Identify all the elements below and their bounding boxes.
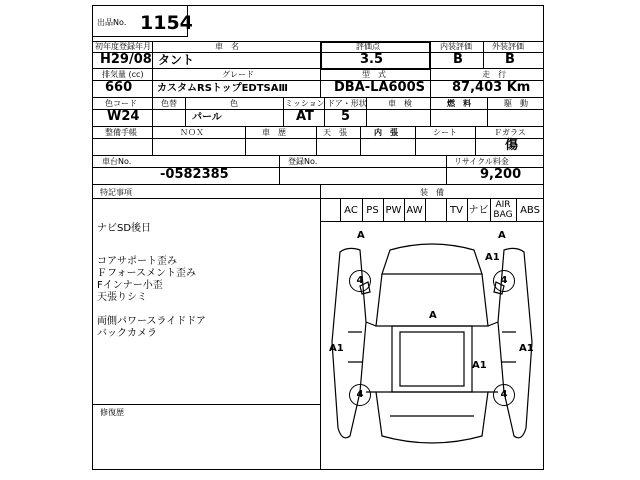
equipment-item: PS xyxy=(366,205,379,216)
table-top-line xyxy=(92,41,544,42)
manual-label: 整備手帳 xyxy=(105,128,137,137)
row3-divider xyxy=(92,109,544,110)
damage-a1-top-right: A1 xyxy=(485,252,500,263)
roof-inner xyxy=(400,332,464,386)
roof-outline xyxy=(392,326,472,392)
seat-label: シート xyxy=(433,128,457,137)
row3-sep2 xyxy=(185,97,186,126)
fuel-label: 燃 料 xyxy=(447,99,471,108)
damage-a1-left: A1 xyxy=(329,343,344,354)
color-type-label: 色替 xyxy=(161,99,177,108)
chassis: -0582385 xyxy=(160,167,229,182)
tire-front-right: 4 xyxy=(493,270,515,292)
row4-bottom xyxy=(92,155,544,156)
row2-sep1 xyxy=(152,68,153,97)
model-label: 型 式 xyxy=(362,70,386,79)
exterior-label: 外装評価 xyxy=(492,42,524,51)
note-line: Ｆフォースメント歪み xyxy=(97,268,196,279)
fglass-value: 傷 xyxy=(505,138,519,153)
hood-outline xyxy=(382,244,482,274)
row1-sep4 xyxy=(483,41,484,68)
damage-a-roof: A xyxy=(429,310,437,321)
displacement-label: 排気量 (cc) xyxy=(102,70,144,79)
doors: 5 xyxy=(341,109,351,124)
row4-sep6 xyxy=(475,126,476,155)
transmission: AT xyxy=(296,109,314,124)
recycle-label: リサイクル料金 xyxy=(454,157,509,166)
row3-sep6 xyxy=(430,97,431,126)
car-diagram xyxy=(320,222,544,470)
tire-front-left: 4 xyxy=(349,270,371,292)
row2-bottom xyxy=(92,97,544,98)
color-code-label: 色コード xyxy=(105,99,137,108)
row4-sep3 xyxy=(316,126,317,155)
row4-sep5 xyxy=(415,126,416,155)
section-header-bottom xyxy=(92,198,544,199)
interior-label: 内装評価 xyxy=(440,42,472,51)
car-name: タント xyxy=(158,53,195,67)
row4-sep1 xyxy=(152,126,153,155)
rear-outline xyxy=(376,392,488,443)
doors-label: ドア・形状 xyxy=(327,99,367,108)
equipment-item: AC xyxy=(344,205,358,216)
equipment-item: TV xyxy=(450,205,463,216)
damage-a-left: A xyxy=(357,230,365,241)
interior-value: B xyxy=(453,52,463,67)
drive-label: 駆 動 xyxy=(504,99,528,108)
score-value: 3.5 xyxy=(360,52,384,67)
note-line: ナビSD後日 xyxy=(97,223,152,234)
row3-bottom xyxy=(92,126,544,127)
reg-year: H29/08 xyxy=(100,52,152,67)
note-line: コアサポート歪み xyxy=(97,256,177,267)
regno-label: 登録No． xyxy=(288,157,323,166)
equipment-item: PW xyxy=(385,205,402,216)
row4-sep2 xyxy=(245,126,246,155)
equipment-item: ナビ xyxy=(468,205,489,216)
exterior-value: B xyxy=(505,52,515,67)
row2-sep2 xyxy=(320,68,321,97)
note-line: バックカメラ xyxy=(97,328,157,339)
repair-label: 修復歴 xyxy=(100,408,124,417)
row4-sep4 xyxy=(360,126,361,155)
row3-sep1 xyxy=(152,97,153,126)
grade-label: グレード xyxy=(222,70,254,79)
repair-divider xyxy=(92,404,320,405)
tire-rear-right: 4 xyxy=(493,384,515,406)
displacement: 660 xyxy=(105,80,133,95)
damage-a1-center: A1 xyxy=(472,360,487,371)
note-line: 両側パワースライドドア xyxy=(97,316,206,327)
color-label: 色 xyxy=(230,99,238,108)
nox-label: ＮＯＸ xyxy=(180,128,204,137)
equipment-label: 装 備 xyxy=(420,188,444,197)
color-code: W24 xyxy=(107,109,140,124)
row4-divider xyxy=(92,138,544,139)
fglass-label: Ｆガラス xyxy=(494,128,526,137)
roof-label: 天 張 xyxy=(323,128,347,137)
car-name-label: 車 名 xyxy=(215,42,239,51)
row3-sep3 xyxy=(283,97,284,126)
grade: カスタムRSトップEDTSAⅢ xyxy=(157,83,288,94)
note-line: 天張りシミ xyxy=(97,292,147,303)
row5-sep2 xyxy=(446,155,447,184)
tire-rear-left: 4 xyxy=(349,384,371,406)
row5-bottom xyxy=(92,184,544,185)
equipment-cell-divider xyxy=(425,199,426,221)
model: DBA-LA600S xyxy=(334,80,425,95)
mileage-label: 走 行 xyxy=(482,70,506,79)
interior-cond-label: 内 張 xyxy=(374,128,398,137)
damage-a1-right: A1 xyxy=(519,343,534,354)
equipment-item: AIR BAG xyxy=(493,200,513,220)
row3-sep7 xyxy=(487,97,488,126)
equipment-item: ABS xyxy=(520,205,540,216)
inspection-label: 車 検 xyxy=(388,99,412,108)
lot-label: 出品No． xyxy=(97,18,132,27)
recycle: 9,200 xyxy=(480,167,522,182)
equipment-item: AW xyxy=(406,205,423,216)
note-line: Fインナー小歪 xyxy=(97,280,163,291)
mileage: 87,403 Km xyxy=(452,80,531,95)
transmission-label: ミッション xyxy=(285,99,325,108)
row1-bottom xyxy=(92,68,544,69)
row5-sep1 xyxy=(279,155,280,184)
score-label: 評価点 xyxy=(356,42,380,51)
lot-number: 1154 xyxy=(140,12,193,34)
row1-sep1 xyxy=(152,41,153,68)
notes-label: 特記事項 xyxy=(100,188,132,197)
color: パール xyxy=(192,112,222,123)
reg-year-label: 初年度登録年月 xyxy=(95,42,151,51)
row2-sep3 xyxy=(430,68,431,97)
chassis-label: 車台No． xyxy=(102,157,137,166)
damage-a-right: A xyxy=(498,230,506,241)
history-label: 車 歴 xyxy=(262,128,286,137)
